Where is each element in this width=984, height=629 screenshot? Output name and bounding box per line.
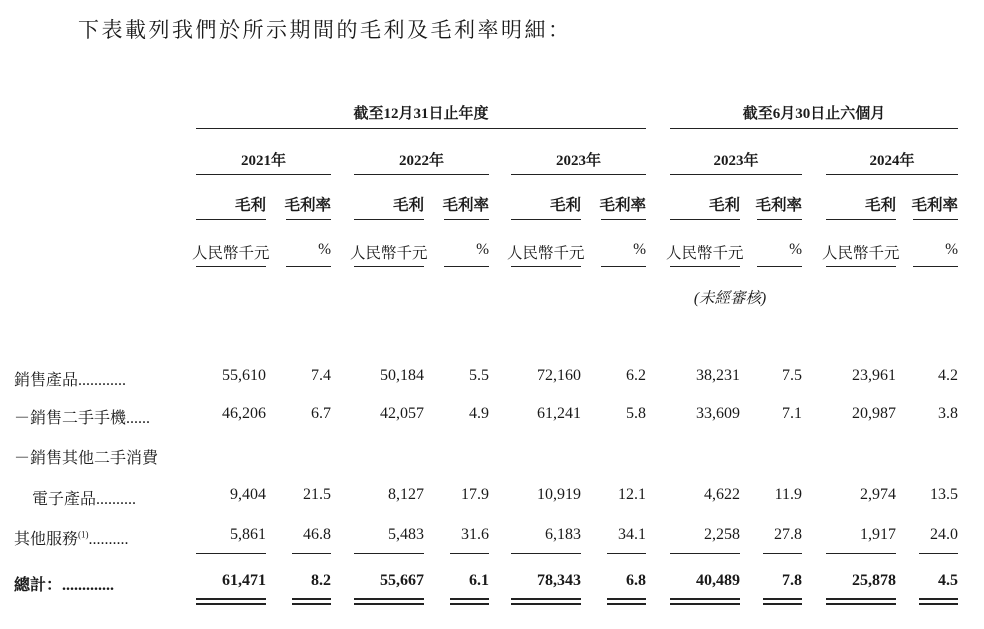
group-header-year-end: 截至12月31日止年度 <box>353 106 489 122</box>
group-header-six-months: 截至6月30日止六個月 <box>742 106 886 122</box>
cell-gross-profit: 5,861 <box>230 526 266 543</box>
cell-margin: 7.1 <box>782 405 802 422</box>
cell-gross-profit: 46,206 <box>222 405 266 422</box>
total-cell-gross-profit: 61,471 <box>222 572 266 589</box>
unit-rule <box>670 266 740 267</box>
unit-rmb-thousand: 人民幣千元 <box>822 245 900 262</box>
intro-text: 下表載列我們於所示期間的毛利及毛利率明細： <box>78 18 572 42</box>
col-header-gross-profit: 毛利 <box>708 197 740 214</box>
cell-gross-profit: 1,917 <box>860 526 896 543</box>
cell-margin: 6.2 <box>626 367 646 384</box>
unit-rule <box>354 266 424 267</box>
cell-margin: 7.4 <box>311 367 331 384</box>
unit-rmb-thousand: 人民幣千元 <box>666 245 744 262</box>
row-label-electronics: 電子產品.......... <box>32 491 137 508</box>
total-double-rule <box>511 598 581 605</box>
year-rule <box>196 174 331 175</box>
col-header-margin: 毛利率 <box>599 197 646 214</box>
subtotal-rule <box>450 553 489 554</box>
cell-margin: 31.6 <box>461 526 489 543</box>
subheader-rule <box>601 219 646 220</box>
total-cell-gross-profit: 78,343 <box>537 572 581 589</box>
col-header-margin: 毛利率 <box>442 197 489 214</box>
cell-gross-profit: 20,987 <box>852 405 896 422</box>
year-rule <box>511 174 646 175</box>
year-header-2024-h1: 2024年 <box>869 153 915 169</box>
total-double-rule <box>196 598 266 605</box>
cell-margin: 24.0 <box>930 526 958 543</box>
year-rule <box>354 174 489 175</box>
total-double-rule <box>292 598 331 605</box>
cell-gross-profit: 50,184 <box>380 367 424 384</box>
subheader-rule <box>511 219 581 220</box>
col-header-margin: 毛利率 <box>911 197 958 214</box>
total-cell-margin: 8.2 <box>311 572 331 589</box>
cell-margin: 11.9 <box>774 486 802 503</box>
col-header-gross-profit: 毛利 <box>392 197 424 214</box>
cell-margin: 4.2 <box>938 367 958 384</box>
subtotal-rule <box>292 553 331 554</box>
cell-gross-profit: 72,160 <box>537 367 581 384</box>
cell-margin: 5.5 <box>469 367 489 384</box>
cell-gross-profit: 2,974 <box>860 486 896 503</box>
unit-rmb-thousand: 人民幣千元 <box>507 245 585 262</box>
total-cell-gross-profit: 25,878 <box>852 572 896 589</box>
unit-rule <box>511 266 581 267</box>
total-double-rule <box>607 598 646 605</box>
group-rule-year-end <box>196 128 646 129</box>
total-cell-margin: 6.1 <box>469 572 489 589</box>
cell-margin: 6.7 <box>311 405 331 422</box>
year-header-2021: 2021年 <box>240 153 286 169</box>
year-header-2023-h1: 2023年 <box>713 153 759 169</box>
unit-rule <box>826 266 896 267</box>
subtotal-rule <box>196 553 266 554</box>
col-header-gross-profit: 毛利 <box>234 197 266 214</box>
year-header-2022: 2022年 <box>398 153 444 169</box>
total-cell-gross-profit: 55,667 <box>380 572 424 589</box>
total-double-rule <box>354 598 424 605</box>
unit-rule <box>601 266 646 267</box>
row-label-used-phones: －銷售二手手機...... <box>14 410 151 427</box>
cell-gross-profit: 38,231 <box>696 367 740 384</box>
cell-margin: 12.1 <box>618 486 646 503</box>
unit-percent: % <box>789 241 802 258</box>
unit-percent: % <box>633 241 646 258</box>
unit-rule <box>286 266 331 267</box>
cell-gross-profit: 6,183 <box>545 526 581 543</box>
unit-rule <box>196 266 266 267</box>
cell-gross-profit: 2,258 <box>704 526 740 543</box>
unit-rule <box>757 266 802 267</box>
cell-gross-profit: 55,610 <box>222 367 266 384</box>
cell-gross-profit: 33,609 <box>696 405 740 422</box>
total-cell-margin: 6.8 <box>626 572 646 589</box>
col-header-gross-profit: 毛利 <box>549 197 581 214</box>
subheader-rule <box>670 219 740 220</box>
cell-margin: 27.8 <box>774 526 802 543</box>
cell-margin: 17.9 <box>461 486 489 503</box>
subtotal-rule <box>511 553 581 554</box>
cell-margin: 34.1 <box>618 526 646 543</box>
cell-margin: 4.9 <box>469 405 489 422</box>
cell-gross-profit: 61,241 <box>537 405 581 422</box>
total-double-rule <box>670 598 740 605</box>
cell-gross-profit: 8,127 <box>388 486 424 503</box>
subtotal-rule <box>670 553 740 554</box>
cell-gross-profit: 23,961 <box>852 367 896 384</box>
subheader-rule <box>444 219 489 220</box>
year-rule <box>826 174 958 175</box>
unit-percent: % <box>945 241 958 258</box>
cell-gross-profit: 4,622 <box>704 486 740 503</box>
subheader-rule <box>354 219 424 220</box>
subheader-rule <box>913 219 958 220</box>
subheader-rule <box>757 219 802 220</box>
cell-margin: 13.5 <box>930 486 958 503</box>
total-cell-margin: 7.8 <box>782 572 802 589</box>
total-double-rule <box>450 598 489 605</box>
cell-gross-profit: 10,919 <box>537 486 581 503</box>
unit-rmb-thousand: 人民幣千元 <box>350 245 428 262</box>
row-label-total: 總計：............. <box>14 577 115 594</box>
cell-gross-profit: 5,483 <box>388 526 424 543</box>
total-double-rule <box>763 598 802 605</box>
subheader-rule <box>286 219 331 220</box>
col-header-margin: 毛利率 <box>755 197 802 214</box>
subtotal-rule <box>607 553 646 554</box>
subtotal-rule <box>763 553 802 554</box>
cell-gross-profit: 9,404 <box>230 486 266 503</box>
subtotal-rule <box>919 553 958 554</box>
cell-gross-profit: 42,057 <box>380 405 424 422</box>
row-label-other-used-consumer: －銷售其他二手消費 <box>14 450 159 467</box>
subheader-rule <box>826 219 896 220</box>
year-header-2023: 2023年 <box>555 153 601 169</box>
subheader-rule <box>196 219 266 220</box>
unit-percent: % <box>476 241 489 258</box>
unaudited-note: (未經審核) <box>693 290 767 307</box>
cell-margin: 21.5 <box>303 486 331 503</box>
unit-percent: % <box>318 241 331 258</box>
row-label-product-sales: 銷售產品............ <box>14 372 127 389</box>
col-header-gross-profit: 毛利 <box>864 197 896 214</box>
col-header-margin: 毛利率 <box>284 197 331 214</box>
unit-rmb-thousand: 人民幣千元 <box>192 245 270 262</box>
unit-rule <box>913 266 958 267</box>
total-cell-gross-profit: 40,489 <box>696 572 740 589</box>
subtotal-rule <box>826 553 896 554</box>
cell-margin: 46.8 <box>303 526 331 543</box>
year-rule <box>670 174 802 175</box>
cell-margin: 5.8 <box>626 405 646 422</box>
group-rule-six-months <box>670 128 958 129</box>
cell-margin: 3.8 <box>938 405 958 422</box>
subtotal-rule <box>354 553 424 554</box>
footnote-ref: (1) <box>78 529 89 540</box>
total-double-rule <box>919 598 958 605</box>
unit-rule <box>444 266 489 267</box>
row-label-other-services: 其他服務$^{(1)}$.......... <box>14 529 129 548</box>
cell-margin: 7.5 <box>782 367 802 384</box>
total-double-rule <box>826 598 896 605</box>
total-cell-margin: 4.5 <box>938 572 958 589</box>
